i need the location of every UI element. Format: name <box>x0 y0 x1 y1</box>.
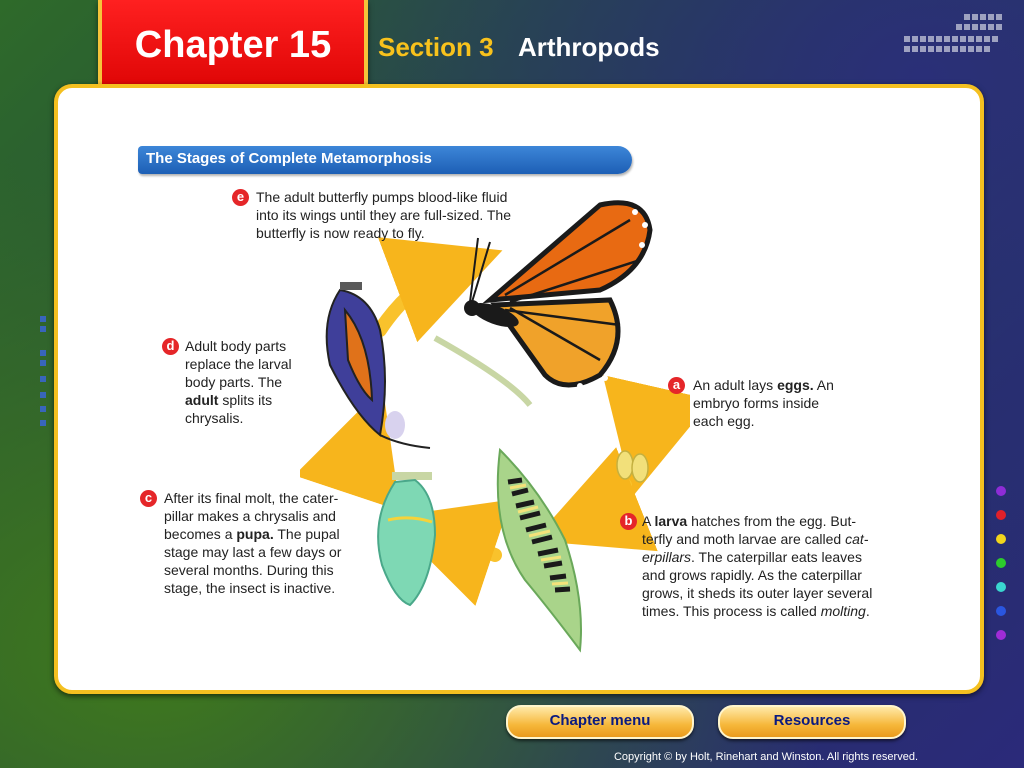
step-text-fragment: An <box>816 377 834 393</box>
step-text-line: each egg. <box>693 413 755 429</box>
keyword-caterpillars: cat- <box>845 531 869 547</box>
step-text-fragment: A <box>642 513 651 529</box>
step-c <box>140 489 341 597</box>
twig-icon <box>435 338 530 405</box>
side-dot <box>996 558 1006 568</box>
side-dot-column <box>996 486 1006 654</box>
step-text-line: stage may last a few days or <box>164 544 342 560</box>
step-badge: c <box>140 490 157 507</box>
step-text-line: stage, the insect is inactive. <box>164 580 336 596</box>
emerging-adult-icon <box>327 282 430 448</box>
keyword-adult: adult <box>185 392 219 408</box>
side-dot <box>996 486 1006 496</box>
step-text-line: The adult butterfly pumps blood-like fluid <box>256 189 508 205</box>
keyword-molting: molting <box>820 603 866 619</box>
side-dot <box>996 582 1006 592</box>
decor-dot-grid-icon <box>900 12 1012 56</box>
keyword-larva: larva <box>654 513 688 529</box>
step-text-line: butterfly is now ready to fly. <box>256 225 425 241</box>
eggs-icon <box>617 451 648 482</box>
step-text-line: grows, it sheds its outer layer several <box>642 585 873 601</box>
chapter-title: Chapter 15 <box>134 24 332 66</box>
step-badge: d <box>162 338 179 355</box>
step-badge: e <box>232 189 249 206</box>
step-text-fragment: The pupal <box>277 526 340 542</box>
step-text-fragment: times. This process is called <box>642 603 817 619</box>
step-text-line <box>642 512 872 530</box>
step-text-line: embryo forms inside <box>693 395 820 411</box>
step-text-fragment: hatches from the egg. But- <box>691 513 857 529</box>
keyword-eggs: eggs. <box>777 377 814 393</box>
step-text-line: into its wings until they are full-sized. The <box>256 207 511 223</box>
step-text-line <box>642 530 872 548</box>
step-badge: b <box>620 513 637 530</box>
side-dot <box>996 606 1006 616</box>
keyword-pupa: pupa. <box>236 526 274 542</box>
copyright-text: Copyright © by Holt, Rinehart and Winston. All rights reserved. <box>613 751 918 763</box>
step-text-fragment: An adult lays <box>693 377 774 393</box>
step-text-fragment: splits its <box>222 392 273 408</box>
side-dot <box>996 534 1006 544</box>
step-text-line <box>185 391 292 409</box>
step-text-line: and grows rapidly. As the caterpillar <box>642 567 862 583</box>
step-text-line: several months. During this <box>164 562 334 578</box>
figure-title: The Stages of Complete Metamorphosis <box>146 150 432 167</box>
step-text-line: replace the larval <box>185 356 292 372</box>
step-text-fragment: . The caterpillar eats leaves <box>691 549 862 565</box>
step-e <box>232 188 511 242</box>
step-d <box>162 337 292 427</box>
step-text-line <box>164 525 341 543</box>
step-text-line: pillar makes a chrysalis and <box>164 508 336 524</box>
pupa-icon <box>378 472 435 605</box>
resources-button[interactable]: Resources <box>718 705 906 739</box>
step-text-line: body parts. The <box>185 374 283 390</box>
side-dot <box>996 630 1006 640</box>
section-title: Arthropods <box>518 32 660 62</box>
step-text-line <box>642 548 872 566</box>
side-dot <box>996 510 1006 520</box>
step-badge: a <box>668 377 685 394</box>
step-text-line: After its final molt, the cater- <box>164 490 339 506</box>
caterpillar-on-leaf-icon <box>498 450 581 650</box>
step-text-fragment: terfly and moth larvae are called <box>642 531 842 547</box>
step-text-fragment: . <box>865 603 870 619</box>
step-text-line: chrysalis. <box>185 410 244 426</box>
step-text-line: Adult body parts <box>185 338 287 354</box>
keyword-caterpillars-cont: erpillars <box>642 549 692 565</box>
step-text-fragment: becomes a <box>164 526 233 542</box>
figure-banner <box>138 146 632 174</box>
section-label: Section 3 <box>378 32 494 62</box>
step-text-line <box>642 602 872 620</box>
step-a <box>668 376 834 430</box>
decor-side-grid-icon <box>38 316 50 436</box>
chapter-menu-button[interactable]: Chapter menu <box>506 705 694 739</box>
step-text-line <box>693 376 834 394</box>
step-b <box>620 512 872 620</box>
